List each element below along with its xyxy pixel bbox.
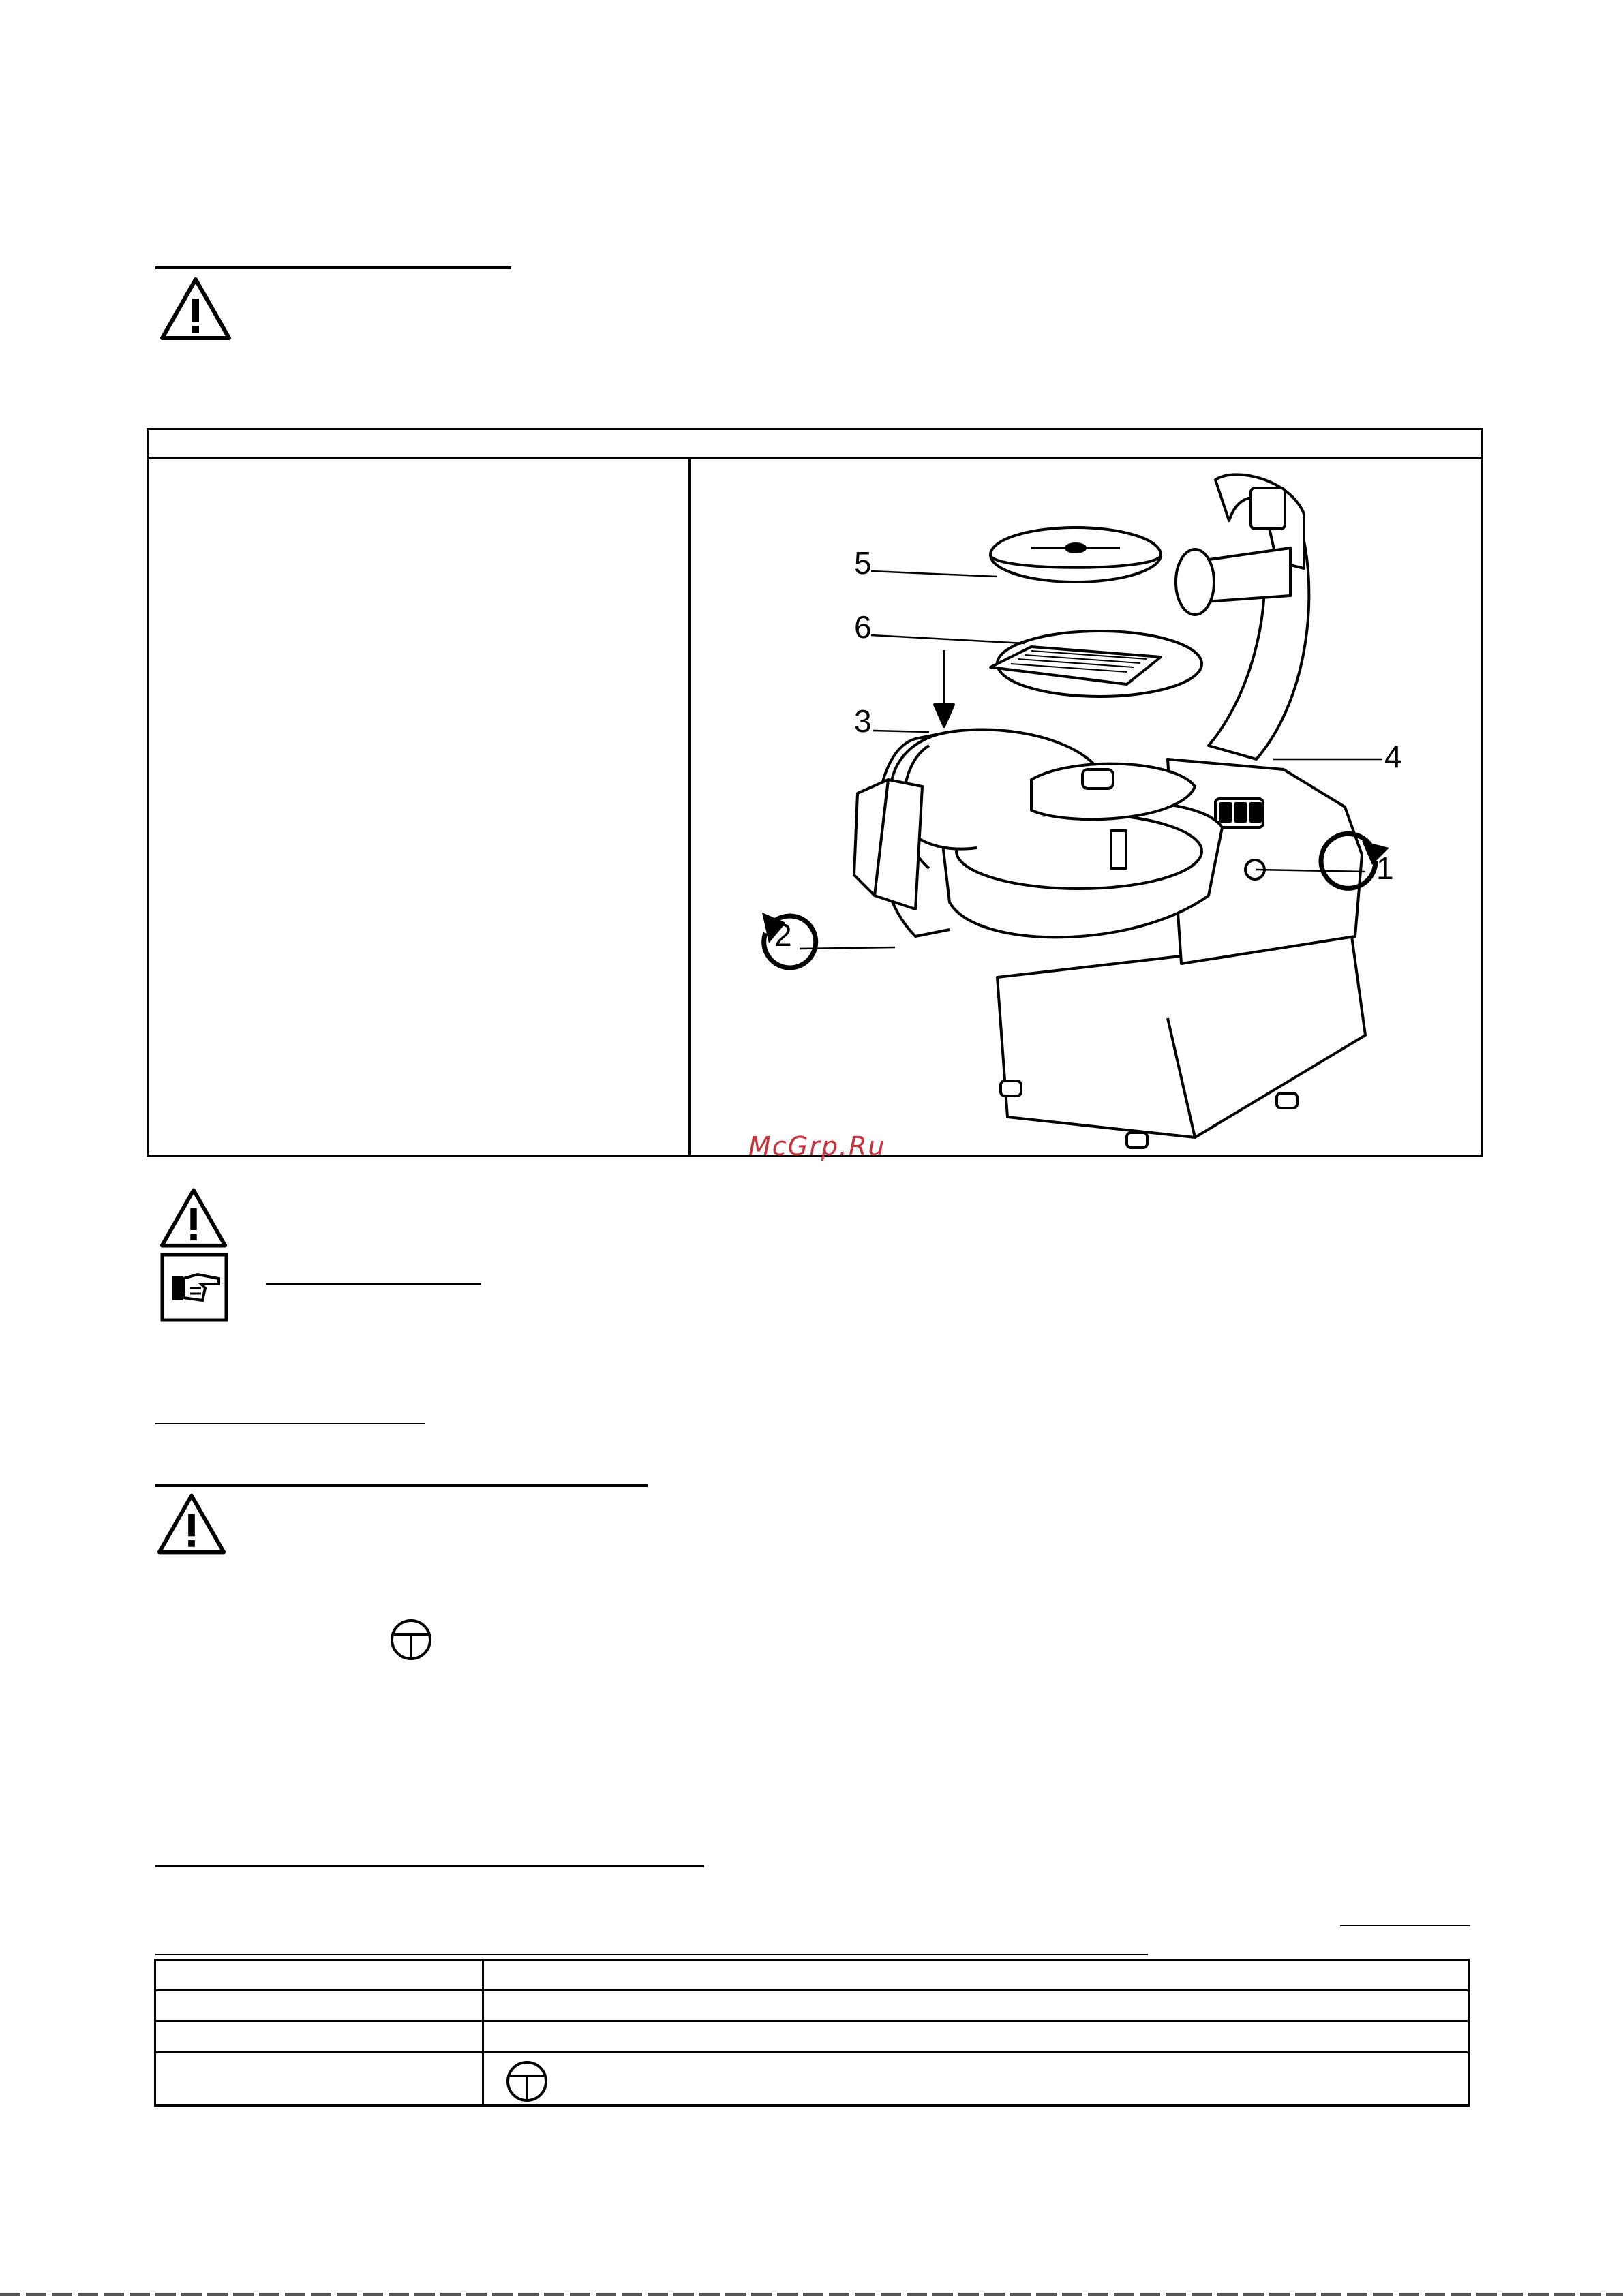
section-heading-underline xyxy=(155,1423,425,1424)
bottom-table-row-divider xyxy=(154,1989,1470,1991)
food-processor-diagram xyxy=(691,459,1481,1155)
section-heading-underline xyxy=(155,1865,704,1867)
callout-3: 3 xyxy=(854,703,872,739)
stop-button-symbol-icon xyxy=(504,2060,549,2103)
text-underline xyxy=(1340,1925,1470,1926)
warning-triangle-icon xyxy=(158,1186,229,1250)
callout-4: 4 xyxy=(1384,739,1402,774)
warning-triangle-icon xyxy=(158,275,233,342)
pointing-hand-icon xyxy=(160,1253,228,1322)
callout-6: 6 xyxy=(854,609,872,645)
bottom-table-column-divider xyxy=(482,1959,484,2107)
callout-1: 1 xyxy=(1376,851,1394,886)
callout-2: 2 xyxy=(774,917,792,953)
section-heading-underline xyxy=(155,1484,648,1487)
watermark: McGrp.Ru xyxy=(748,1131,886,1161)
callout-5: 5 xyxy=(854,545,872,581)
stop-button-symbol-icon xyxy=(389,1618,434,1662)
page-bottom-edge xyxy=(0,2293,1623,2296)
section-heading-underline xyxy=(155,266,511,269)
warning-triangle-icon xyxy=(155,1491,228,1557)
bottom-table xyxy=(154,1959,1470,2107)
note-underline xyxy=(266,1283,481,1285)
bottom-table-row-divider xyxy=(154,2051,1470,2053)
bottom-table-row-divider xyxy=(154,2020,1470,2022)
text-underline xyxy=(155,1954,1148,1955)
